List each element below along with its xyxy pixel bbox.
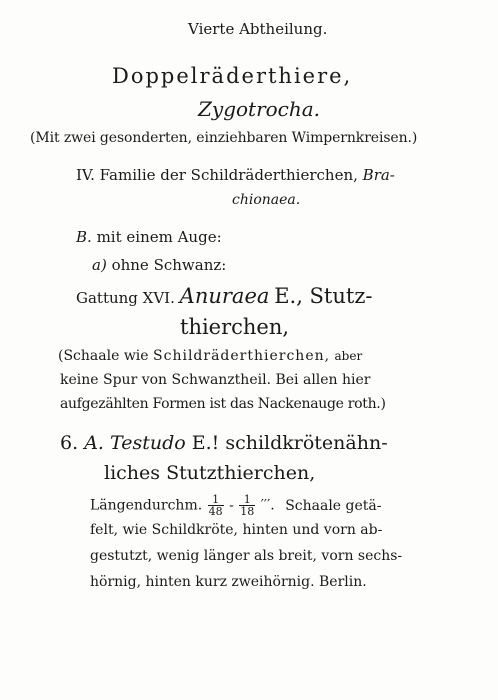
- description-line3: gestutzt, wenig länger als breit, vorn sechs-: [90, 548, 403, 564]
- family-label: IV. Familie der Schildräderthierchen,: [76, 166, 358, 184]
- fraction-min-den: 48: [208, 505, 223, 518]
- fraction-max-den: 18: [240, 505, 255, 518]
- genus-heading: [76, 284, 373, 308]
- species-heading: [60, 432, 388, 454]
- subsection-text: ohne Schwanz:: [111, 256, 227, 274]
- section-letter: B.: [76, 228, 92, 246]
- fraction-dash: -: [229, 497, 234, 514]
- length-unit: ′′′.: [260, 497, 275, 514]
- species-common-b: liches Stutzthierchen,: [104, 462, 316, 484]
- running-header: Vierte Abtheilung.: [188, 20, 328, 38]
- species-name: Testudo: [110, 432, 186, 454]
- page-title: Doppelräderthiere,: [112, 64, 353, 88]
- fraction-max: [239, 494, 255, 517]
- description-1b: Schaale getä-: [285, 497, 382, 514]
- species-genus-abbr: A.: [84, 432, 104, 454]
- species-common-a: schildkrötenähn-: [225, 432, 388, 454]
- genus-prefix: Gattung XVI.: [76, 289, 175, 307]
- family-heading: [76, 166, 395, 184]
- description-line1: [90, 494, 382, 517]
- family-latin-b: chionaea.: [232, 192, 301, 208]
- description-line2: felt, wie Schildkröte, hinten und vorn ab-: [90, 522, 383, 538]
- section-heading: [76, 228, 222, 246]
- fraction-max-num: 1: [239, 494, 255, 506]
- title-latin: Zygotrocha.: [198, 97, 321, 121]
- subsection-letter: a): [92, 256, 107, 274]
- fraction-min-num: 1: [208, 494, 224, 506]
- genus-note-1b: Schildräderthierchen,: [153, 348, 331, 364]
- genus-note-1c: aber: [334, 349, 363, 363]
- family-latin-a: Bra-: [362, 166, 395, 184]
- genus-note-1a: (Schaale wie: [58, 348, 149, 364]
- genus-note-line3: aufgezählten Formen ist das Nackenauge roth.): [60, 396, 386, 412]
- section-text: mit einem Auge:: [96, 228, 222, 246]
- title-note: (Mit zwei gesonderten, einziehbaren Wimpernkreisen.): [30, 130, 418, 146]
- genus-note-line1: [58, 348, 362, 364]
- genus-author: E., Stutz-: [274, 284, 373, 308]
- species-number: 6.: [60, 432, 79, 454]
- genus-note-line2: keine Spur von Schwanztheil. Bei allen hier: [60, 372, 371, 388]
- length-label: Längendurchm.: [90, 497, 203, 514]
- subsection-heading: [92, 256, 226, 274]
- genus-latin: Anuraea: [179, 284, 270, 308]
- description-line4: hörnig, hinten kurz zweihörnig. Berlin.: [90, 574, 367, 590]
- genus-line2: thierchen,: [180, 315, 290, 339]
- fraction-min: [208, 494, 224, 517]
- species-author: E.!: [191, 432, 220, 454]
